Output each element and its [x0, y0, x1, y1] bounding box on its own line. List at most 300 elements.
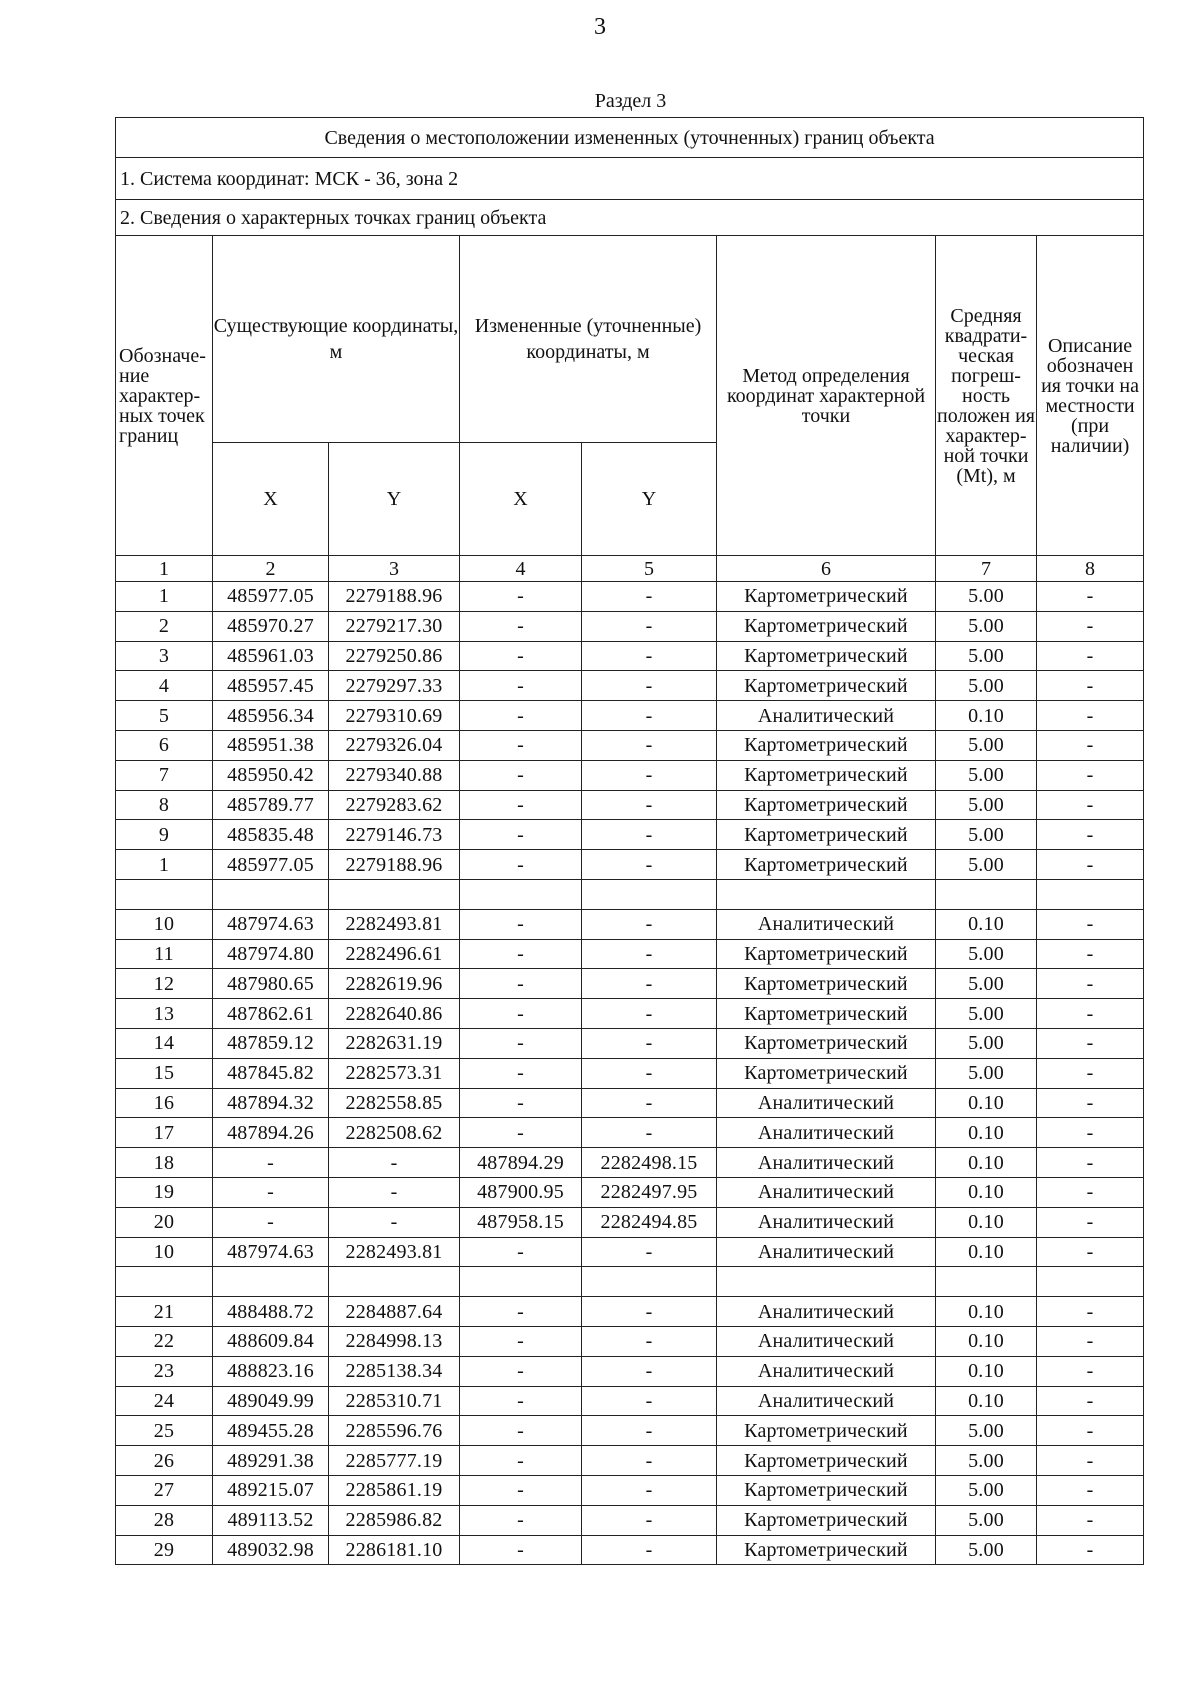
table-cell: -: [1037, 1088, 1144, 1118]
table-cell: 26: [116, 1446, 213, 1476]
table-cell: 2285310.71: [329, 1386, 460, 1416]
table-cell: 2282640.86: [329, 999, 460, 1029]
table-cell: Аналитический: [717, 1386, 936, 1416]
table-cell: 487958.15: [460, 1207, 582, 1237]
table-cell: 2279188.96: [329, 850, 460, 880]
table-row: [116, 1475, 1144, 1505]
table-cell: -: [582, 701, 717, 731]
table-cell: -: [1037, 671, 1144, 701]
table-row: [116, 701, 1144, 731]
table-cell: Картометрический: [717, 999, 936, 1029]
column-number-row: [116, 556, 1144, 582]
table-cell: -: [460, 701, 582, 731]
table-cell: [582, 879, 717, 909]
table-cell: 487980.65: [213, 969, 329, 999]
table-cell: 0.10: [936, 1386, 1037, 1416]
table-cell: 2282497.95: [582, 1177, 717, 1207]
table-row: [116, 790, 1144, 820]
table-cell: -: [582, 909, 717, 939]
table-cell: 5.00: [936, 790, 1037, 820]
table-cell: -: [1037, 850, 1144, 880]
table-cell: Картометрический: [717, 939, 936, 969]
table-cell: 1: [116, 582, 213, 612]
table-cell: Картометрический: [717, 611, 936, 641]
table-cell: Аналитический: [717, 909, 936, 939]
separator-row: [116, 879, 1144, 909]
table-cell: 485970.27: [213, 611, 329, 641]
header-changed-y: Y: [582, 443, 717, 556]
table-cell: Картометрический: [717, 790, 936, 820]
coord-system: 1. Система координат: МСК - 36, зона 2: [116, 158, 1144, 200]
table-cell: 6: [116, 730, 213, 760]
table-cell: -: [460, 671, 582, 701]
table-cell: 5.00: [936, 939, 1037, 969]
table-cell: 0.10: [936, 1297, 1037, 1327]
table-row: [116, 1416, 1144, 1446]
table-cell: 485789.77: [213, 790, 329, 820]
table-cell: 5.00: [936, 730, 1037, 760]
table-cell: Аналитический: [717, 1356, 936, 1386]
table-cell: 10: [116, 1237, 213, 1267]
table-cell: -: [582, 641, 717, 671]
table-cell: -: [329, 1207, 460, 1237]
table-cell: -: [1037, 1475, 1144, 1505]
table-cell: 2282496.61: [329, 939, 460, 969]
table-cell: -: [1037, 760, 1144, 790]
table-cell: 488488.72: [213, 1297, 329, 1327]
table-cell: 25: [116, 1416, 213, 1446]
table-cell: -: [460, 1058, 582, 1088]
table-cell: 485957.45: [213, 671, 329, 701]
table-cell: 485977.05: [213, 582, 329, 612]
table-cell: -: [1037, 999, 1144, 1029]
table-cell: -: [460, 641, 582, 671]
table-cell: -: [1037, 611, 1144, 641]
table-cell: -: [582, 1088, 717, 1118]
table-row: [116, 939, 1144, 969]
table-cell: [213, 879, 329, 909]
table-cell: Картометрический: [717, 641, 936, 671]
table-row: [116, 999, 1144, 1029]
table-cell: 2285596.76: [329, 1416, 460, 1446]
table-cell: 5.00: [936, 611, 1037, 641]
table-cell: Картометрический: [717, 1028, 936, 1058]
table-cell: 5.00: [936, 1535, 1037, 1565]
table-cell: 488823.16: [213, 1356, 329, 1386]
table-cell: -: [329, 1177, 460, 1207]
table-row: [116, 820, 1144, 850]
table-cell: -: [582, 939, 717, 969]
table-cell: -: [460, 1326, 582, 1356]
table-cell: -: [582, 760, 717, 790]
table-cell: 5.00: [936, 760, 1037, 790]
table-cell: -: [582, 850, 717, 880]
table-row: [116, 1237, 1144, 1267]
table-cell: 2279326.04: [329, 730, 460, 760]
table-cell: -: [460, 939, 582, 969]
table-cell: [717, 879, 936, 909]
table-cell: Картометрический: [717, 1475, 936, 1505]
table-cell: -: [213, 1148, 329, 1178]
header-description: Описание обозначен ия точки на местности (при наличии): [1037, 236, 1144, 556]
table-cell: -: [460, 1505, 582, 1535]
table-row: [116, 641, 1144, 671]
table-cell: -: [460, 1446, 582, 1476]
table-cell: Аналитический: [717, 1177, 936, 1207]
column-number: 3: [329, 556, 460, 582]
table-cell: Аналитический: [717, 1297, 936, 1327]
table-cell: 2279250.86: [329, 641, 460, 671]
table-cell: -: [460, 999, 582, 1029]
table-row: [116, 611, 1144, 641]
column-number: 1: [116, 556, 213, 582]
table-cell: 5: [116, 701, 213, 731]
table-cell: -: [213, 1207, 329, 1237]
table-row: [116, 1297, 1144, 1327]
table-cell: -: [1037, 641, 1144, 671]
points-title-row: [116, 200, 1144, 236]
table-cell: Картометрический: [717, 969, 936, 999]
table-cell: 489113.52: [213, 1505, 329, 1535]
table-cell: -: [1037, 1207, 1144, 1237]
table-cell: 2285986.82: [329, 1505, 460, 1535]
table-cell: Аналитический: [717, 1118, 936, 1148]
table-cell: Картометрический: [717, 1058, 936, 1088]
column-number: 7: [936, 556, 1037, 582]
table-cell: 485950.42: [213, 760, 329, 790]
table-row: [116, 1207, 1144, 1237]
table-cell: -: [582, 730, 717, 760]
table-cell: -: [460, 1118, 582, 1148]
table-cell: 0.10: [936, 1237, 1037, 1267]
header-method: Метод определения координат характерной точки: [717, 236, 936, 556]
table-cell: -: [1037, 1028, 1144, 1058]
table-cell: 0.10: [936, 1177, 1037, 1207]
table-cell: Картометрический: [717, 730, 936, 760]
table-cell: 489291.38: [213, 1446, 329, 1476]
header-changed-x: X: [460, 443, 582, 556]
table-cell: 2284887.64: [329, 1297, 460, 1327]
table-cell: [213, 1267, 329, 1297]
header-row-1: [116, 236, 1144, 443]
table-row: [116, 850, 1144, 880]
table-cell: Картометрический: [717, 582, 936, 612]
table-cell: 2285138.34: [329, 1356, 460, 1386]
table-cell: 2286181.10: [329, 1535, 460, 1565]
table-cell: 5.00: [936, 820, 1037, 850]
table-cell: -: [1037, 790, 1144, 820]
table-cell: -: [582, 1297, 717, 1327]
table-cell: [460, 879, 582, 909]
table-cell: -: [460, 1475, 582, 1505]
coord-system-row: [116, 158, 1144, 200]
table-cell: 0.10: [936, 1326, 1037, 1356]
table-cell: 9: [116, 820, 213, 850]
table-cell: -: [460, 760, 582, 790]
table-cell: [1037, 879, 1144, 909]
table-cell: 489049.99: [213, 1386, 329, 1416]
table-cell: 16: [116, 1088, 213, 1118]
table-cell: 0.10: [936, 1148, 1037, 1178]
table-cell: 20: [116, 1207, 213, 1237]
table-cell: 5.00: [936, 1446, 1037, 1476]
table-cell: -: [1037, 939, 1144, 969]
table-cell: -: [460, 850, 582, 880]
table-cell: 5.00: [936, 1058, 1037, 1088]
table-cell: [329, 1267, 460, 1297]
column-number: 6: [717, 556, 936, 582]
table-cell: Картометрический: [717, 1535, 936, 1565]
table-cell: 489455.28: [213, 1416, 329, 1446]
table-cell: -: [582, 582, 717, 612]
table-cell: -: [1037, 1237, 1144, 1267]
table-cell: [582, 1267, 717, 1297]
table-cell: 485951.38: [213, 730, 329, 760]
table-cell: -: [460, 820, 582, 850]
table-cell: 5.00: [936, 850, 1037, 880]
table-row: [116, 1058, 1144, 1088]
table-cell: -: [582, 790, 717, 820]
table-cell: 2279310.69: [329, 701, 460, 731]
table-cell: 2282494.85: [582, 1207, 717, 1237]
table-cell: Картометрический: [717, 1505, 936, 1535]
table-cell: 21: [116, 1297, 213, 1327]
table-cell: -: [460, 730, 582, 760]
table-cell: Картометрический: [717, 820, 936, 850]
table-cell: Картометрический: [717, 1416, 936, 1446]
table-row: [116, 1028, 1144, 1058]
table-cell: 487974.80: [213, 939, 329, 969]
coordinates-table-body: [116, 118, 1144, 1565]
table-cell: 2282508.62: [329, 1118, 460, 1148]
table-cell: -: [582, 1058, 717, 1088]
table-cell: 29: [116, 1535, 213, 1565]
points-title: 2. Сведения о характерных точках границ объекта: [116, 200, 1144, 236]
table-cell: 2285777.19: [329, 1446, 460, 1476]
table-cell: -: [1037, 1386, 1144, 1416]
table-cell: 2282498.15: [582, 1148, 717, 1178]
column-number: 2: [213, 556, 329, 582]
table-cell: 2279188.96: [329, 582, 460, 612]
table-cell: 11: [116, 939, 213, 969]
table-cell: -: [460, 611, 582, 641]
table-cell: 5.00: [936, 1416, 1037, 1446]
table-cell: 5.00: [936, 641, 1037, 671]
table-cell: -: [213, 1177, 329, 1207]
table-row: [116, 1088, 1144, 1118]
table-title: Сведения о местоположении измененных (уточненных) границ объекта: [116, 118, 1144, 158]
table-cell: -: [460, 969, 582, 999]
table-cell: 487859.12: [213, 1028, 329, 1058]
table-cell: 2282573.31: [329, 1058, 460, 1088]
table-row: [116, 760, 1144, 790]
table-cell: Аналитический: [717, 1088, 936, 1118]
table-cell: 1: [116, 850, 213, 880]
table-cell: 0.10: [936, 1356, 1037, 1386]
table-cell: 2282493.81: [329, 1237, 460, 1267]
table-cell: 0.10: [936, 1207, 1037, 1237]
table-cell: -: [1037, 1148, 1144, 1178]
table-cell: 19: [116, 1177, 213, 1207]
table-cell: 489032.98: [213, 1535, 329, 1565]
table-cell: 487894.32: [213, 1088, 329, 1118]
separator-row: [116, 1267, 1144, 1297]
table-cell: 488609.84: [213, 1326, 329, 1356]
table-cell: Аналитический: [717, 701, 936, 731]
table-cell: -: [1037, 1356, 1144, 1386]
table-cell: -: [1037, 730, 1144, 760]
table-cell: -: [1037, 1446, 1144, 1476]
table-cell: [460, 1267, 582, 1297]
table-cell: 7: [116, 760, 213, 790]
table-cell: 485835.48: [213, 820, 329, 850]
table-cell: 22: [116, 1326, 213, 1356]
header-designation: Обозначе-ние характер-ных точек границ: [116, 236, 213, 556]
table-row: [116, 730, 1144, 760]
table-cell: -: [1037, 582, 1144, 612]
table-cell: 2285861.19: [329, 1475, 460, 1505]
table-row: [116, 1356, 1144, 1386]
column-number: 5: [582, 556, 717, 582]
table-cell: -: [1037, 1118, 1144, 1148]
table-cell: [116, 879, 213, 909]
page-number: 3: [594, 14, 606, 40]
table-cell: 0.10: [936, 1118, 1037, 1148]
table-cell: [936, 879, 1037, 909]
table-cell: 0.10: [936, 701, 1037, 731]
table-cell: -: [460, 909, 582, 939]
table-cell: 5.00: [936, 969, 1037, 999]
table-cell: 485977.05: [213, 850, 329, 880]
column-number: 4: [460, 556, 582, 582]
table-title-row: [116, 118, 1144, 158]
table-cell: -: [460, 1028, 582, 1058]
table-cell: Картометрический: [717, 850, 936, 880]
table-cell: -: [1037, 909, 1144, 939]
table-cell: -: [582, 1386, 717, 1416]
table-cell: -: [582, 969, 717, 999]
table-cell: 485961.03: [213, 641, 329, 671]
table-cell: 487845.82: [213, 1058, 329, 1088]
table-cell: 10: [116, 909, 213, 939]
table-row: [116, 671, 1144, 701]
table-cell: [1037, 1267, 1144, 1297]
table-row: [116, 1177, 1144, 1207]
table-cell: 3: [116, 641, 213, 671]
table-cell: 487974.63: [213, 1237, 329, 1267]
table-cell: 2: [116, 611, 213, 641]
table-cell: 0.10: [936, 1088, 1037, 1118]
table-cell: 15: [116, 1058, 213, 1088]
table-cell: 5.00: [936, 1505, 1037, 1535]
coordinates-table: [115, 117, 1144, 1565]
table-cell: 17: [116, 1118, 213, 1148]
table-cell: -: [1037, 1505, 1144, 1535]
table-cell: Аналитический: [717, 1148, 936, 1178]
table-cell: -: [1037, 1177, 1144, 1207]
table-cell: 5.00: [936, 999, 1037, 1029]
table-row: [116, 1118, 1144, 1148]
table-cell: -: [460, 1356, 582, 1386]
table-cell: -: [582, 1505, 717, 1535]
table-cell: -: [460, 1416, 582, 1446]
table-cell: -: [460, 1297, 582, 1327]
table-cell: -: [582, 1028, 717, 1058]
table-cell: 2279297.33: [329, 671, 460, 701]
table-cell: 5.00: [936, 671, 1037, 701]
table-cell: -: [582, 1237, 717, 1267]
header-changed: Измененные (уточненные) координаты, м: [460, 236, 717, 443]
table-cell: 0.10: [936, 909, 1037, 939]
header-error: Средняя квадрати-ческая погреш-ность положен ия характер-ной точки (Mt), м: [936, 236, 1037, 556]
table-cell: 5.00: [936, 582, 1037, 612]
table-cell: -: [582, 1446, 717, 1476]
table-cell: -: [1037, 1535, 1144, 1565]
table-cell: -: [582, 1416, 717, 1446]
table-cell: -: [1037, 701, 1144, 731]
table-cell: -: [582, 1535, 717, 1565]
header-existing-x: X: [213, 443, 329, 556]
table-cell: [717, 1267, 936, 1297]
table-cell: 27: [116, 1475, 213, 1505]
table-cell: -: [460, 1535, 582, 1565]
table-cell: 12: [116, 969, 213, 999]
table-cell: 2282631.19: [329, 1028, 460, 1058]
section-label: Раздел 3: [594, 90, 667, 112]
table-cell: 23: [116, 1356, 213, 1386]
table-cell: 5.00: [936, 1475, 1037, 1505]
table-cell: 5.00: [936, 1028, 1037, 1058]
table-row: [116, 1386, 1144, 1416]
table-row: [116, 1326, 1144, 1356]
table-row: [116, 969, 1144, 999]
header-existing-y: Y: [329, 443, 460, 556]
table-cell: 2279283.62: [329, 790, 460, 820]
table-cell: 2279340.88: [329, 760, 460, 790]
table-cell: -: [582, 671, 717, 701]
table-cell: 2279217.30: [329, 611, 460, 641]
table-cell: Аналитический: [717, 1237, 936, 1267]
table-cell: 2282558.85: [329, 1088, 460, 1118]
table-cell: -: [582, 1326, 717, 1356]
table-cell: 487862.61: [213, 999, 329, 1029]
table-cell: -: [460, 1386, 582, 1416]
table-cell: -: [582, 1475, 717, 1505]
table-cell: -: [582, 1356, 717, 1386]
table-cell: -: [1037, 1416, 1144, 1446]
table-cell: [329, 879, 460, 909]
table-cell: -: [582, 1118, 717, 1148]
table-cell: Картометрический: [717, 760, 936, 790]
table-cell: 2282493.81: [329, 909, 460, 939]
table-cell: [936, 1267, 1037, 1297]
table-cell: 13: [116, 999, 213, 1029]
table-cell: 28: [116, 1505, 213, 1535]
table-row: [116, 1505, 1144, 1535]
table-cell: 18: [116, 1148, 213, 1178]
table-row: [116, 1446, 1144, 1476]
column-number: 8: [1037, 556, 1144, 582]
header-existing: Существующие координаты, м: [213, 236, 460, 443]
table-cell: -: [1037, 1058, 1144, 1088]
table-row: [116, 1148, 1144, 1178]
table-cell: Картометрический: [717, 671, 936, 701]
table-cell: -: [460, 790, 582, 820]
table-cell: 2282619.96: [329, 969, 460, 999]
table-cell: 2284998.13: [329, 1326, 460, 1356]
table-cell: 489215.07: [213, 1475, 329, 1505]
table-cell: 487974.63: [213, 909, 329, 939]
